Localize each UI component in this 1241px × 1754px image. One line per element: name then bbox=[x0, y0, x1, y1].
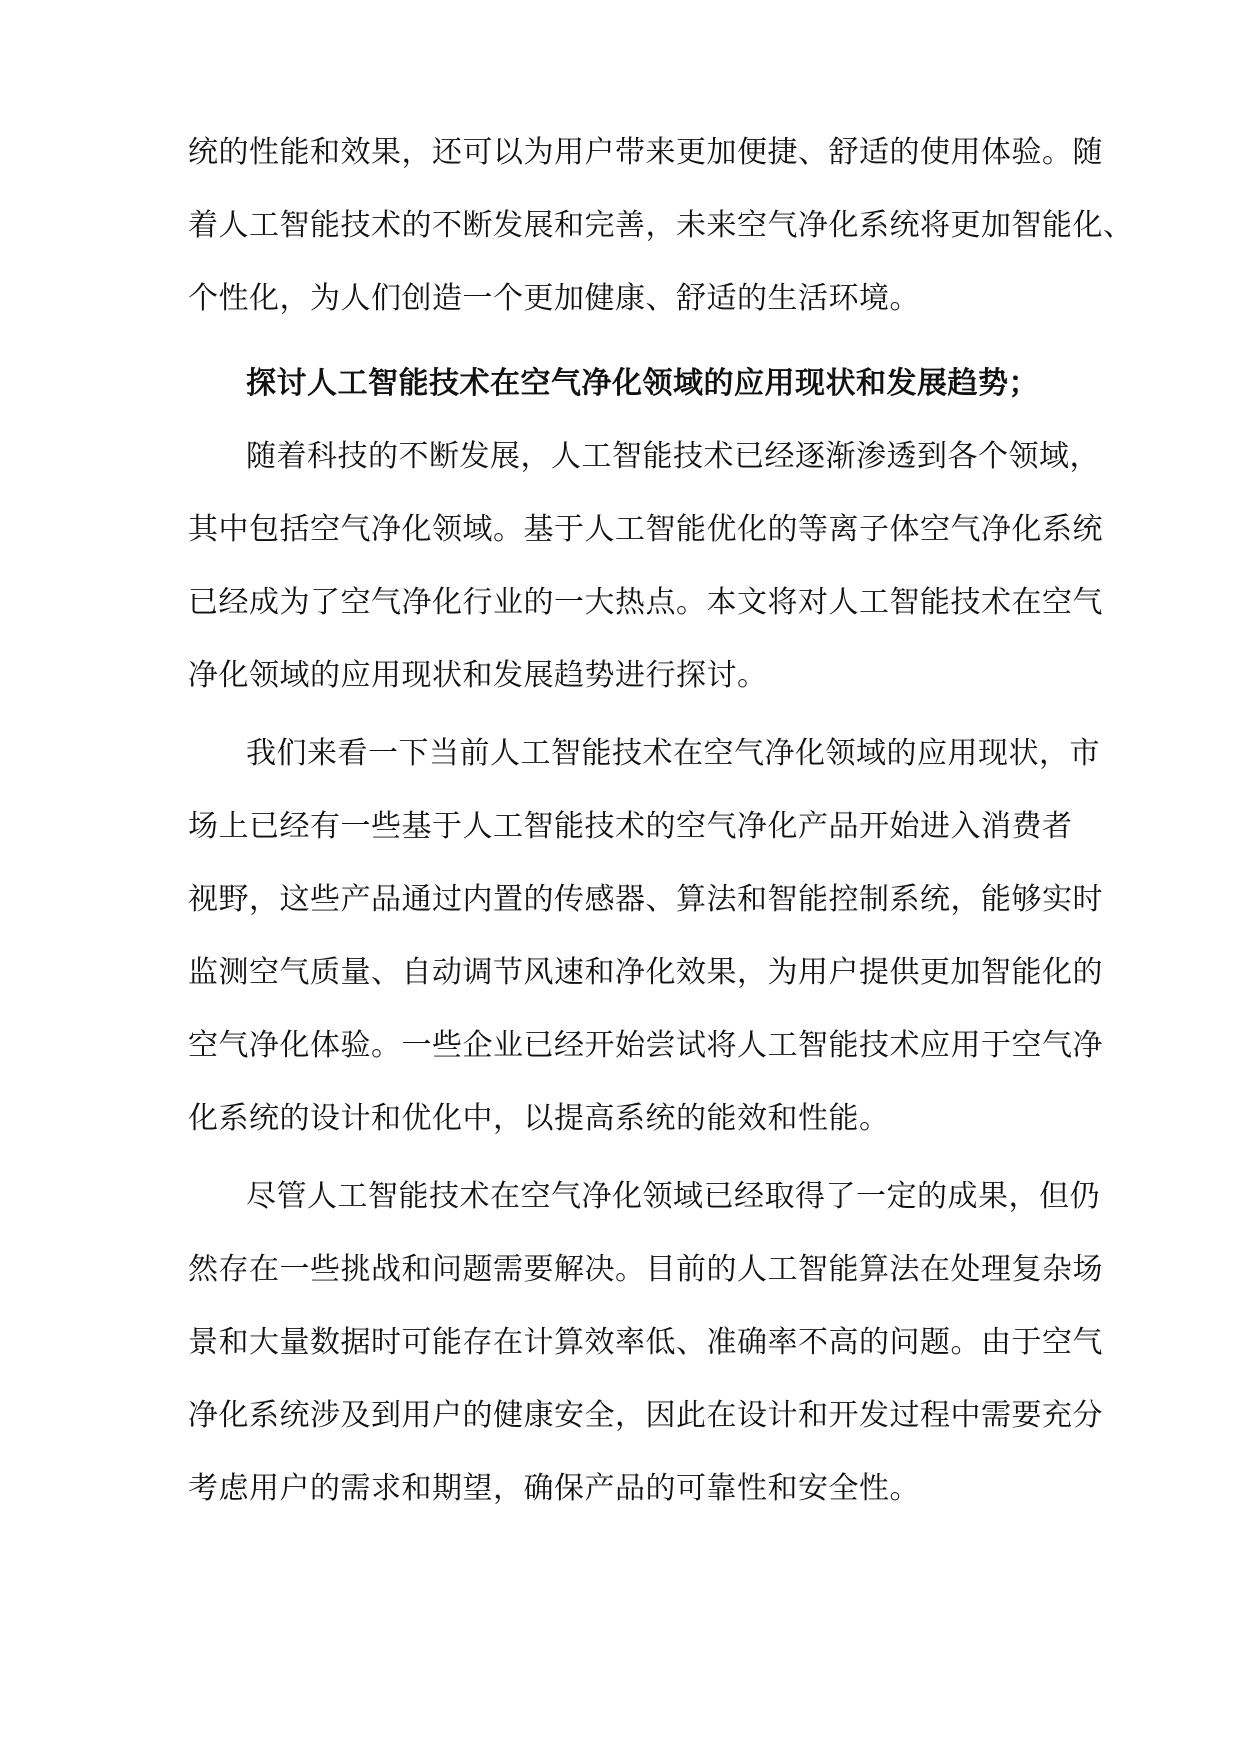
paragraph-line: 统的性能和效果，还可以为用户带来更加便捷、舒适的使用体验。随 bbox=[188, 135, 1103, 170]
paragraph-line: 净化系统涉及到用户的健康安全，因此在设计和开发过程中需要充分 bbox=[188, 1398, 1103, 1433]
paragraph-line: 景和大量数据时可能存在计算效率低、准确率不高的问题。由于空气 bbox=[188, 1325, 1103, 1360]
paragraph-line: 着人工智能技术的不断发展和完善，未来空气净化系统将更加智能化、 bbox=[188, 208, 1134, 243]
paragraph-line: 我们来看一下当前人工智能技术在空气净化领域的应用现状，市 bbox=[246, 736, 1100, 771]
paragraph-line: 监测空气质量、自动调节风速和净化效果，为用户提供更加智能化的 bbox=[188, 955, 1103, 990]
paragraph-line: 已经成为了空气净化行业的一大热点。本文将对人工智能技术在空气 bbox=[188, 585, 1103, 620]
paragraph-line: 空气净化体验。一些企业已经开始尝试将人工智能技术应用于空气净 bbox=[188, 1028, 1103, 1063]
section-heading: 探讨人工智能技术在空气净化领域的应用现状和发展趋势； bbox=[246, 366, 1039, 401]
paragraph-line: 个性化，为人们创造一个更加健康、舒适的生活环境。 bbox=[188, 281, 920, 316]
paragraph-line: 尽管人工智能技术在空气净化领域已经取得了一定的成果，但仍 bbox=[246, 1179, 1100, 1214]
paragraph-line: 其中包括空气净化领域。基于人工智能优化的等离子体空气净化系统 bbox=[188, 512, 1103, 547]
paragraph-line: 净化领域的应用现状和发展趋势进行探讨。 bbox=[188, 658, 768, 693]
paragraph-line: 场上已经有一些基于人工智能技术的空气净化产品开始进入消费者 bbox=[188, 809, 1073, 844]
paragraph-line: 然存在一些挑战和问题需要解决。目前的人工智能算法在处理复杂场 bbox=[188, 1252, 1103, 1287]
paragraph-line: 考虑用户的需求和期望，确保产品的可靠性和安全性。 bbox=[188, 1471, 920, 1506]
paragraph-line: 视野，这些产品通过内置的传感器、算法和智能控制系统，能够实时 bbox=[188, 882, 1103, 917]
paragraph-line: 化系统的设计和优化中，以提高系统的能效和性能。 bbox=[188, 1101, 890, 1136]
paragraph-line: 随着科技的不断发展，人工智能技术已经逐渐渗透到各个领域， bbox=[246, 439, 1100, 474]
